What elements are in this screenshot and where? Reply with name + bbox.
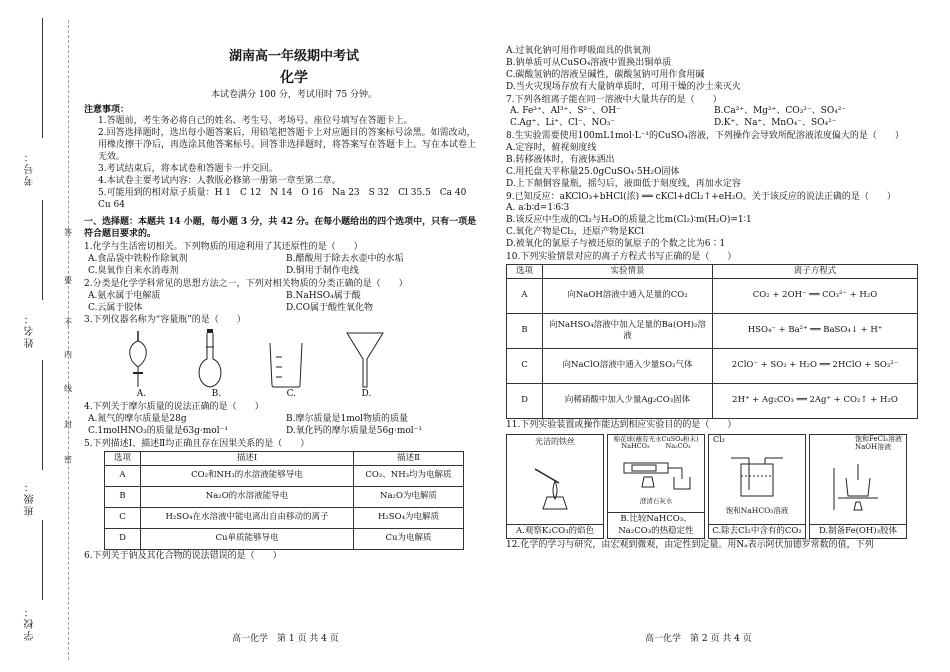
question-stem: 8.生实验需要使用100mL1mol·L⁻¹的CuSO₄溶液，下列操作会导致所配溶液浓度偏大的是（ ） (506, 131, 904, 142)
option: B.摩尔质量是1mol物质的质量 (286, 414, 409, 424)
question-stem: 11.下列实验装置或操作能达到相应实验目的的是（ ） (506, 419, 737, 430)
seal-char: 答 (64, 228, 72, 237)
table-row (105, 528, 464, 549)
notice-item: 3.考试结束后，将本试卷和答题卡一并交回。 (98, 163, 278, 174)
question-10 (506, 252, 918, 419)
question-stem: 4.下列关于摩尔质量的说法正确的是（ ） (84, 402, 264, 413)
flame-test-icon (525, 461, 585, 511)
option: D.K⁺、Na⁺、MnO₄⁻、SO₄²⁻ (714, 118, 837, 129)
figure-label: NaHCO₃ (621, 442, 650, 451)
table-cell: 向NaOH溶液中通入足量的CO₂ (543, 278, 713, 313)
table-cell: D (105, 528, 141, 549)
option: A.食品袋中铁粉作除氧剂 (88, 254, 188, 264)
question-stem: 10.下列实验情景对应的离子方程式书写正确的是（ ） (506, 251, 737, 262)
page-2-column (506, 46, 918, 552)
figure-caption: D.制备Fe(OH)₃胶体 (810, 524, 906, 538)
option: B.该反应中生成的Cl₂与H₂O的质量之比m(Cl₂)∶m(H₂O)=1∶1 (506, 215, 752, 226)
question-4 (84, 402, 484, 438)
separatory-funnel-icon (123, 329, 153, 389)
option: C.臭氧作自来水消毒剂 (88, 265, 179, 276)
seal-char: 线 (64, 384, 72, 393)
option: C.碳酸氢钠的溶液呈碱性，碳酸氢钠可用作食用碱 (506, 69, 705, 80)
section-heading: 一、选择题：本题共 14 小题，每小题 3 分，共 42 分。在每小题给出的四个选项中，只有一项是符合题目要求的。 (84, 217, 477, 240)
option: C.氧化产物是Cl₂，还原产物是KCl (506, 227, 645, 238)
option: D.上下颠倒容量瓶，摇匀后，液面低于刻度线，再加水定容 (506, 178, 741, 189)
experiment-b (607, 434, 705, 539)
experiment-c (708, 434, 806, 539)
notice-item: 4.本试卷主要考试内容：人教版必修第一册第一章至第二章。 (98, 175, 341, 186)
gas-washing-bottle-icon (727, 454, 787, 498)
table-cell: 2H⁺ + Ag₂CO₃ ══ 2Ag⁺ + CO₂↑ + H₂O (713, 383, 918, 418)
question-stem: 2.分类是化学学科常见的思想方法之一，下列对相关物质的分类正确的是（ ） (84, 278, 408, 289)
option: A. Fe³⁺、Al³⁺、S²⁻、OH⁻ (510, 106, 621, 117)
table-row (507, 313, 918, 348)
seal-char: 密 (64, 455, 72, 464)
table-cell: HSO₄⁻ + Ba²⁺ ══ BaSO₄↓ + H⁺ (713, 313, 918, 348)
option: B.醋酸用于除去水壶中的水垢 (286, 254, 404, 264)
option: C.用托盘天平称量25.0gCuSO₄·5H₂O固体 (506, 166, 680, 177)
table-row (105, 507, 464, 528)
seal-char: 要 (64, 276, 72, 285)
option: C.Ag⁺、Li⁺、Cl⁻、NO₃⁻ (510, 118, 616, 129)
notice-item: 2.回答选择题时，选出每小题答案后，用铅笔把答题卡上对应题目的答案标号涂黑。如需改动，用橡皮擦干净后，再选涂其他答案标号。回答非选择题时，将答案写在答题卡上。写在本试卷上无效。 (98, 128, 477, 162)
figure-label: 澄清石灰水 (639, 497, 673, 506)
experiment-figures (506, 434, 918, 539)
apparatus-label: D. (361, 389, 372, 400)
question-3 (84, 315, 484, 401)
school-label: 学校： (25, 605, 36, 641)
option: B.NaHSO₄属于酸 (286, 290, 361, 301)
notice-item: 1.答题前，考生务必将自己的姓名、考生号、考场号、座位号填写在答题卡上。 (98, 116, 413, 127)
question-1 (84, 242, 484, 278)
option: D.CO属于酸性氧化物 (286, 302, 374, 313)
table-cell: 2ClO⁻ + SO₂ + H₂O ══ 2HClO + SO₃²⁻ (713, 348, 918, 383)
figure-label: Cl₂ (713, 434, 725, 444)
option: A. a∶b∶d=1∶6∶3 (506, 203, 570, 214)
option: D.当火灾现场存放有大量钠单质时，可用干燥的沙土来灭火 (506, 81, 741, 92)
binding-line (42, 360, 43, 470)
question-7 (506, 95, 918, 131)
option: B.Ca²⁺、Mg²⁺、CO₃²⁻、SO₄²⁻ (714, 106, 847, 117)
option: D.氧化钙的摩尔质量是56g·mol⁻¹ (286, 425, 423, 436)
notice-item: 5.可能用到的相对原子质量：H 1 C 12 N 14 O 16 Na 23 S 32 Cl 35.5 Ca 40 Cu 64 (98, 187, 476, 210)
question-9 (506, 192, 918, 251)
exam-title: 湖南高一年级期中考试 (228, 49, 359, 64)
table-cell: CO₂、NH₃均为电解质 (354, 465, 464, 486)
question-stem: 3.下列仪器名称为“容量瓶”的是（ ） (84, 315, 246, 326)
table-cell: A (105, 465, 141, 486)
option: B.转移液体时，有液体洒出 (506, 154, 615, 165)
experiment-d (809, 434, 907, 539)
table-row (507, 383, 918, 418)
page-footer-1: 高一化学 第 1 页 共 4 页 (232, 634, 339, 644)
table-cell: CO₂ + 2OH⁻ ══ CO₃²⁻ + H₂O (713, 278, 918, 313)
seal-char: 不 (64, 318, 72, 327)
table-cell: Na₂O的水溶液能导电 (141, 486, 354, 507)
figure-label: 饱和FeCl₃溶液 (854, 434, 902, 443)
apparatus-figures (104, 327, 404, 389)
figure-caption: A.观察K₂CO₃的焰色 (507, 524, 603, 538)
table-cell: B (507, 313, 543, 348)
table-row (507, 348, 918, 383)
question-12-stem: 12.化学的学习与研究，由宏观到微观，由定性到定量。用Nₐ表示阿伏加德罗常数的值，下列 (506, 539, 874, 550)
table-cell: A (507, 278, 543, 313)
colloid-preparation-icon (828, 462, 888, 512)
figure-label: Na₂CO₃ (665, 442, 691, 451)
table-cell: 向NaClO溶液中通入少量SO₂气体 (543, 348, 713, 383)
question-6-stem: 6.下列关于钠及其化合物的说法错误的是（ ） (84, 550, 282, 561)
binding-line (42, 200, 43, 300)
table-header: 描述Ⅱ (354, 451, 464, 465)
class-label: 班级： (25, 480, 36, 516)
figure-label: 棉花球(蘸有无水CuSO₄粉末) (613, 434, 699, 443)
table-cell: B (105, 486, 141, 507)
funnel-icon (345, 329, 385, 389)
page-1-column (84, 48, 484, 563)
name-label: 姓名： (25, 312, 36, 348)
figure-label: NaOH溶液 (854, 442, 892, 451)
table-header: 实验情景 (543, 264, 713, 278)
table-cell: C (105, 507, 141, 528)
thermal-stability-apparatus-icon (616, 457, 696, 491)
option: A.过氧化钠可用作呼吸面具的供氧剂 (506, 46, 651, 56)
binding-line (42, 18, 43, 138)
table-header: 离子方程式 (713, 264, 918, 278)
table-row (507, 278, 918, 313)
question-stem: 5.下列描述Ⅰ、描述Ⅱ均正确且存在因果关系的是（ ） (84, 438, 310, 449)
table-cell: Cu单质能够导电 (141, 528, 354, 549)
question-stem: 9.已知反应：aKClO₃+bHCl(浓) ══ cKCl+dCl₂↑+eH₂O。关于该反应的说法正确的是（ ） (506, 191, 896, 202)
table-header: 描述Ⅰ (141, 451, 354, 465)
page-footer-2: 高一化学 第 2 页 共 4 页 (645, 634, 752, 644)
option: B.钠单质可从CuSO₄溶液中置换出铜单质 (506, 57, 672, 68)
question-5 (84, 439, 484, 550)
table-cell: H₂SO₄为电解质 (354, 507, 464, 528)
figure-caption: B.比较NaHCO₃、Na₂CO₃的热稳定性 (608, 512, 704, 537)
exam-number-label: 考号： (25, 150, 36, 186)
experiment-a (506, 434, 604, 539)
apparatus-label: A. (136, 389, 147, 400)
option: D.铜用于制作电线 (286, 265, 359, 276)
table-header: 选项 (507, 264, 543, 278)
subject-title: 化学 (280, 70, 308, 87)
figure-caption: C.除去Cl₂中含有的CO₂ (709, 524, 805, 538)
table-row (105, 465, 464, 486)
table-cell: H₂SO₄在水溶液中能电离出自由移动的离子 (141, 507, 354, 528)
table-cell: CO₂和NH₃的水溶液能够导电 (141, 465, 354, 486)
table-cell: Na₂O为电解质 (354, 486, 464, 507)
table-row (105, 486, 464, 507)
table-cell: 向稀硝酸中加入少量Ag₂CO₃固体 (543, 383, 713, 418)
table-cell: Cu为电解质 (354, 528, 464, 549)
table-cell: 向NaHSO₄溶液中加入足量的Ba(OH)₂溶液 (543, 313, 713, 348)
option: C.1molHNO₃的质量是63g·mol⁻¹ (88, 425, 228, 436)
volumetric-flask-icon (192, 327, 228, 389)
q10-table (506, 264, 918, 419)
apparatus-label: B. (211, 389, 222, 400)
seal-char: 封 (64, 420, 72, 429)
exam-meta: 本试卷满分 100 分，考试用时 75 分钟。 (210, 89, 378, 100)
beaker-icon (266, 339, 306, 389)
table-cell: C (507, 348, 543, 383)
q5-table (104, 451, 464, 550)
question-stem: 7.下列各组离子能在同一溶液中大量共存的是（ ） (506, 94, 722, 105)
option: C.云属于胶体 (88, 302, 143, 313)
seal-char: 内 (64, 350, 72, 359)
notice-heading: 注意事项： (84, 104, 130, 115)
table-cell: D (507, 383, 543, 418)
question-8 (506, 131, 918, 190)
question-2 (84, 279, 484, 315)
apparatus-label: C. (286, 389, 296, 400)
option: A.氮气的摩尔质量是28g (88, 414, 187, 424)
binding-margin (0, 0, 82, 672)
seal-dashed-line (68, 20, 69, 660)
option: A.定容时，俯视刻度线 (506, 143, 597, 153)
figure-label: 光洁的铁丝 (535, 436, 575, 446)
figure-label: 饱和NaHCO₃溶液 (725, 505, 789, 515)
question-stem: 1.化学与生活密切相关。下列物质的用途利用了其还原性的是（ ） (84, 242, 363, 253)
question-11 (506, 420, 918, 539)
option: A.氨水属于电解质 (88, 290, 161, 301)
binding-line (42, 520, 43, 600)
option: D.被氧化的氯原子与被还原的氯原子的个数之比为6∶1 (506, 239, 726, 249)
table-header: 选项 (105, 451, 141, 465)
